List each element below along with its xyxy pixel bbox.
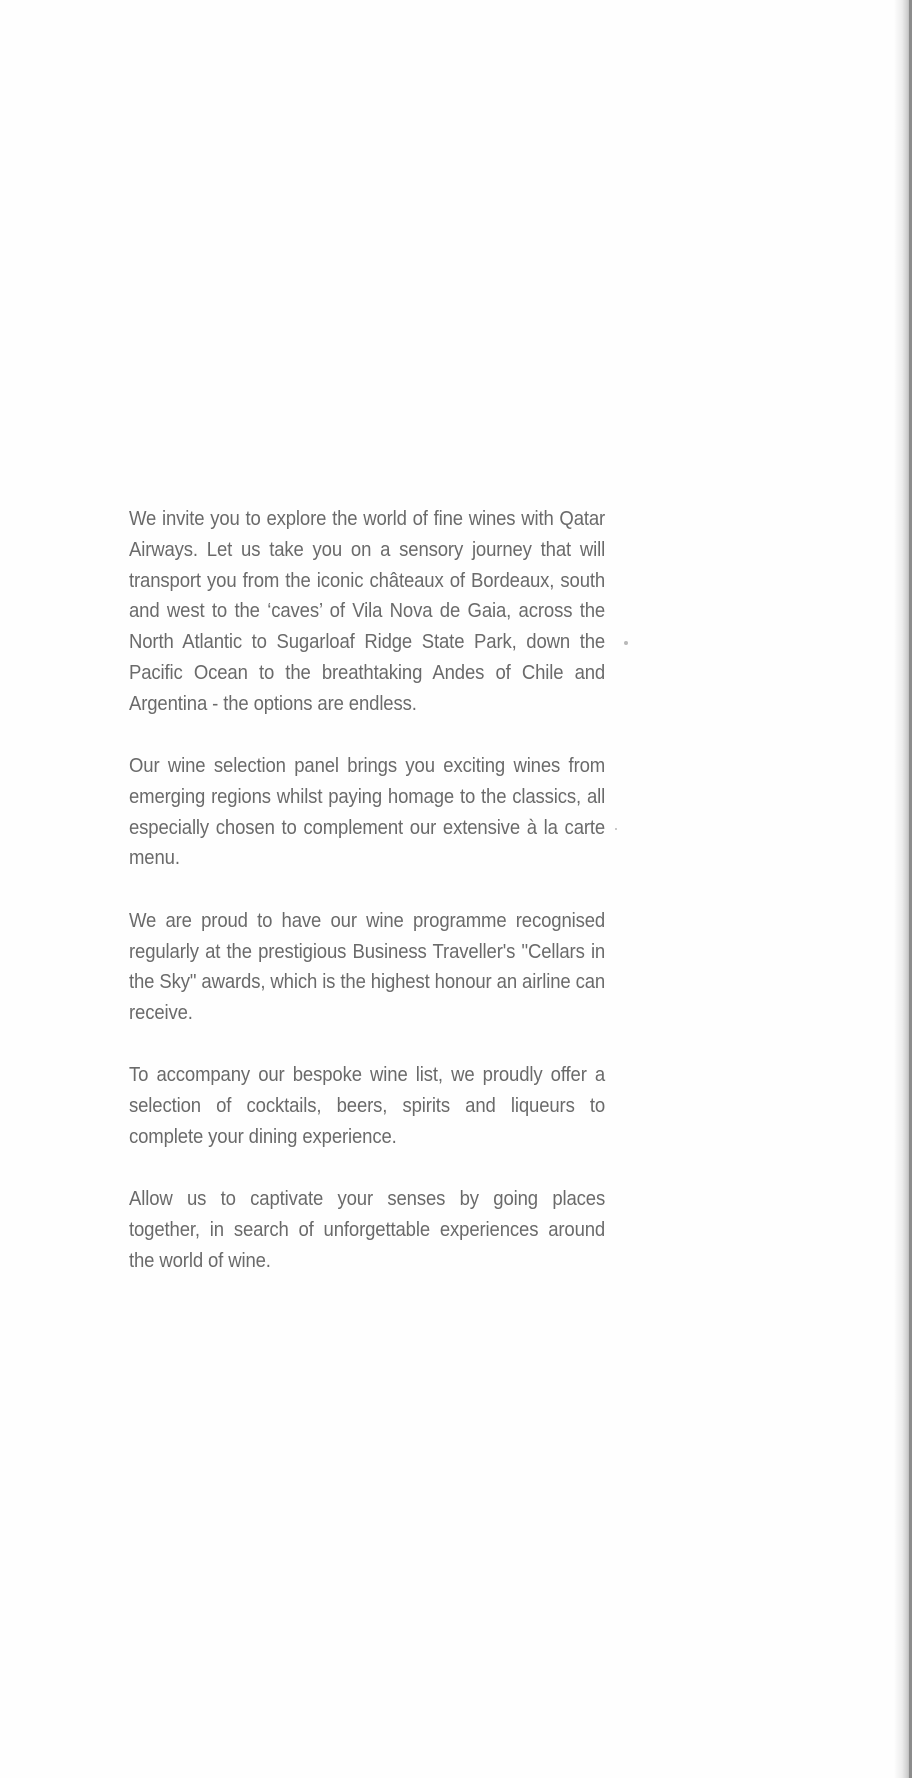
paragraph-cocktails-beers: To accompany our bespoke wine list, we proudly offer a selection of cocktails, beers, spirits and liqueurs to complete your dining experience.: [129, 1063, 606, 1149]
paragraph-explore-wines: We invite you to explore the world of fine wines with Qatar Airways. Let us take you on a sensory journey that will transport you from the iconic châteaux of Bordeaux, south and west to the ‘caves’ of Vila Nova de Gaia, across the North Atlantic to Sugarloaf Ridge State Park, down the Pacific Ocean to the breathtaking Andes of Chile and Argentina - the options are endless.: [129, 507, 606, 715]
paragraph-captivate-senses: Allow us to captivate your senses by going places together, in search of unforgettable experiences around the world of wine.: [129, 1187, 606, 1272]
paper-speck: [615, 828, 617, 830]
intro-text-block: [129, 504, 605, 1308]
paper-speck: [624, 641, 628, 645]
paragraph-cellars-award: We are proud to have our wine programme recognised regularly at the prestigious Business Traveller's "Cellars in the Sky" awards, which is the highest honour an airline can receive.: [129, 908, 606, 1025]
paragraph-selection-panel: Our wine selection panel brings you exciting wines from emerging regions whilst paying homage to the classics, all especially chosen to complement our extensive à la carte menu.: [129, 754, 606, 870]
